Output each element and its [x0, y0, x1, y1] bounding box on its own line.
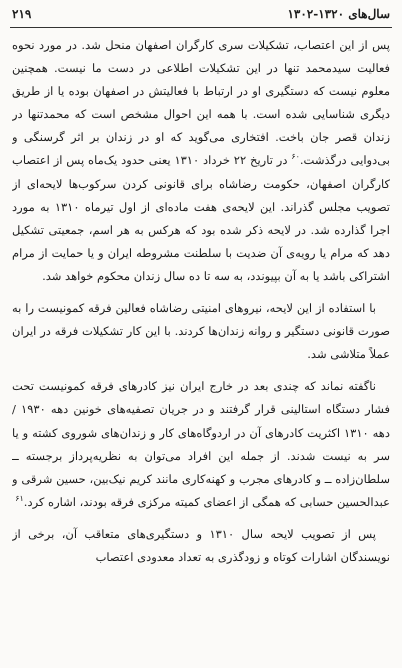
paragraph-text: پس از این اعتصاب، تشکیلات سری کارگران اصفهان منحل شد. در مورد نحوه فعالیت سیدمحمد تنها در این تشکیلات اطلاعی در دست ما نیست. همچنین معلوم نیست که دستگیری او در ارتباط با فعالیتش در اصفهان بوده یا از طریق دیگری شناسایی شده است. با همه این احوال مشخص است که محمدتنها در زندان قصر جان باخت. افتخاری می‌گوید که او در زندان بر اثر گرسنگی و بی‌دوایی درگذشت. — [12, 38, 390, 168]
paragraph — [12, 297, 390, 366]
paragraph-text-continued: در تاریخ ۲۲ خرداد ۱۳۱۰ یعنی حدود یک‌ماه پس از اعتصاب کارگران اصفهان، حکومت رضاشاه برای قانونی کردن سرکوب‌ها لایحه‌ای از تصویب مجلس گذراند. این لایحه‌ی هفت ماده‌ای از اول تیرماه ۱۳۱۰ به مورد اجرا گذارده شد. در لایحه ذکر شده بود که هرکس به هر اسم، جمعیتی تشکیل دهد که مرام یا رویه‌ی آن ضدیت با سلطنت مشروطه ایران و یا حمایت از مرام اشتراکی باشد یا به آن بپیوندد، به سه تا ده سال زندان محکوم خواهد شد. — [12, 153, 390, 283]
paragraph-text: با استفاده از این لایحه، نیروهای امنیتی رضاشاه فعالین فرقه کمونیست را به صورت قانونی دستگیر و روانه زندان‌ها کردند. با این کار تشکیلات فرقه در ایران عملاً متلاشی شد. — [12, 301, 390, 362]
footnote-marker: ۶۰ — [291, 152, 300, 162]
page-header — [0, 0, 402, 30]
paragraph-text: پس از تصویب لایحه سال ۱۳۱۰ و دستگیری‌های متعاقب آن، برخی از نویسندگان اشارات کوتاه و زودگذری به تعداد معدودی اعتصاب — [12, 526, 390, 564]
paragraph — [12, 375, 390, 514]
footnote-marker: ۶۱ — [15, 493, 24, 503]
running-title: سال‌های ۱۳۲۰-۱۳۰۲ — [287, 7, 390, 21]
body-text — [12, 34, 390, 664]
paragraph — [12, 34, 390, 288]
paragraph — [12, 523, 390, 569]
paragraph-text: ناگفته نماند که چندی بعد در خارج ایران نیز کادرهای فرقه کمونیست تحت فشار دستگاه استالینی قرار گرفتند و در جریان تصفیه‌های خونین دهه ۱۹۳۰ / دهه ۱۳۱۰ اکثریت کادرهای آن در اردوگاه‌های کار و زندان‌های شوروی کشته و یا سر به نیست شدند. از جمله این افراد می‌توان به نظریه‌پرداز برجسته ــ سلطان‌زاده ــ و کادرهای مجرب و کهنه‌کاری مانند کریم نیک‌بین، حسین شرقی و عبدالحسین حسابی که همگی از اعضای کمیته مرکزی فرقه بودند، اشاره کرد. — [12, 379, 390, 509]
header-rule — [10, 27, 392, 28]
page-number: ۲۱۹ — [12, 7, 32, 21]
